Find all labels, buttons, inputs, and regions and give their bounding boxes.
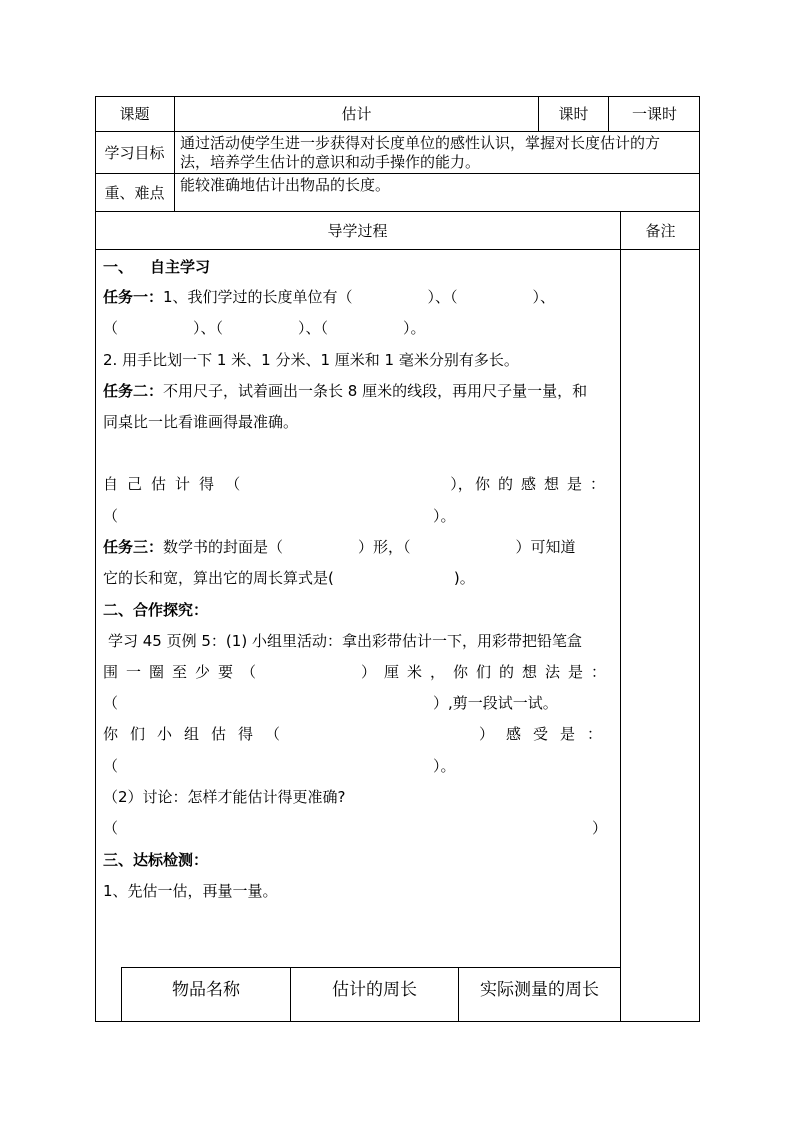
section-1-number: 一、 (103, 258, 134, 276)
key-label: 重、难点 (104, 184, 165, 202)
section-1-title: 自主学习 (150, 258, 211, 276)
measurement-col-estimate: 估计的周长 (332, 980, 417, 1000)
section-2-line-4-a: 你们小组估得（ (103, 725, 293, 743)
task-1-line-1 (103, 287, 555, 307)
process-title: 导学过程 (327, 222, 388, 240)
section-2-line-2-b: ）厘米，你们的想法是： (361, 663, 615, 681)
task-3-line-2: 它的长和宽，算出它的周长算式是( )。 (103, 569, 475, 587)
task-1-line-2: （ ）、（ ）、（ ）。 (103, 319, 426, 337)
section-2-line-7-close: ） (592, 819, 608, 837)
measurement-col-item: 物品名称 (172, 980, 240, 1000)
section-2-line-3: （ ）,剪一段试一试。 (103, 694, 558, 712)
section-2-line-5: （ ）。 (103, 757, 456, 775)
goal-label: 学习目标 (104, 144, 165, 162)
task-1-line-3: 2. 用手比划一下 1 米、1 分米、1 厘米和 1 毫米分别有多长。 (103, 351, 519, 369)
key-text: 能较准确地估计出物品的长度。 (180, 176, 391, 194)
task-1-text-1: 1、我们学过的长度单位有（ ）、（ ）、 (163, 288, 556, 306)
row-divider-1 (95, 131, 700, 132)
task-2-line-2: 同桌比一比看谁画得最准确。 (103, 413, 299, 431)
row-divider-4 (95, 249, 700, 250)
section-2-line-4-b: ）感受是： (479, 725, 615, 743)
goal-text-line-1: 通过活动使学生进一步获得对长度单位的感性认识，掌握对长度估计的方 (180, 134, 661, 152)
notes-title: 备注 (645, 222, 676, 240)
task-3-label: 任务三： (103, 538, 164, 556)
task-3-line-1 (103, 537, 576, 557)
period-value: 一课时 (631, 105, 677, 123)
section-2-title: 二、合作探究： (103, 601, 209, 619)
section-2-line-2-a: 围一圈至少要（ (103, 663, 265, 681)
section-2-line-4 (103, 724, 613, 744)
period-label: 课时 (558, 105, 589, 123)
task-2-line-1 (103, 381, 587, 401)
topic-label: 课题 (119, 105, 150, 123)
section-2-line-1: 学习 45 页例 5：(1) 小组里活动：拿出彩带估计一下，用彩带把铅笔盒 (108, 632, 582, 650)
self-estimate-line-2: （ ）。 (103, 507, 456, 525)
col-divider-notes (620, 211, 621, 1022)
section-2-line-7-open: （ (103, 819, 119, 837)
task-1-label: 任务一： (103, 288, 164, 306)
self-estimate-prefix: 自己估计得 (103, 475, 224, 493)
topic-value: 估计 (341, 105, 372, 123)
section-3-line-1: 1、先估一估，再量一量。 (103, 882, 278, 900)
task-3-text-1: 数学书的封面是（ ）形，（ ）可知道 (163, 538, 576, 556)
section-3-title: 三、达标检测： (103, 851, 209, 869)
goal-text-line-2: 法，培养学生估计的意识和动手操作的能力。 (180, 153, 481, 171)
self-estimate-blank: （ ）， (225, 475, 473, 493)
task-2-label: 任务二： (103, 382, 164, 400)
section-2-line-2 (103, 662, 613, 682)
measurement-col-actual: 实际测量的周长 (480, 980, 599, 1000)
row-divider-3 (95, 211, 700, 212)
section-2-line-6: （2）讨论：怎样才能估计得更准确? (103, 788, 346, 806)
task-2-text-1: 不用尺子，试着画出一条长 8 厘米的线段，再用尺子量一量，和 (163, 382, 588, 400)
self-estimate-suffix: 你的感想是： (474, 475, 613, 493)
self-estimate-line (103, 474, 613, 494)
row-divider-2 (95, 173, 700, 174)
